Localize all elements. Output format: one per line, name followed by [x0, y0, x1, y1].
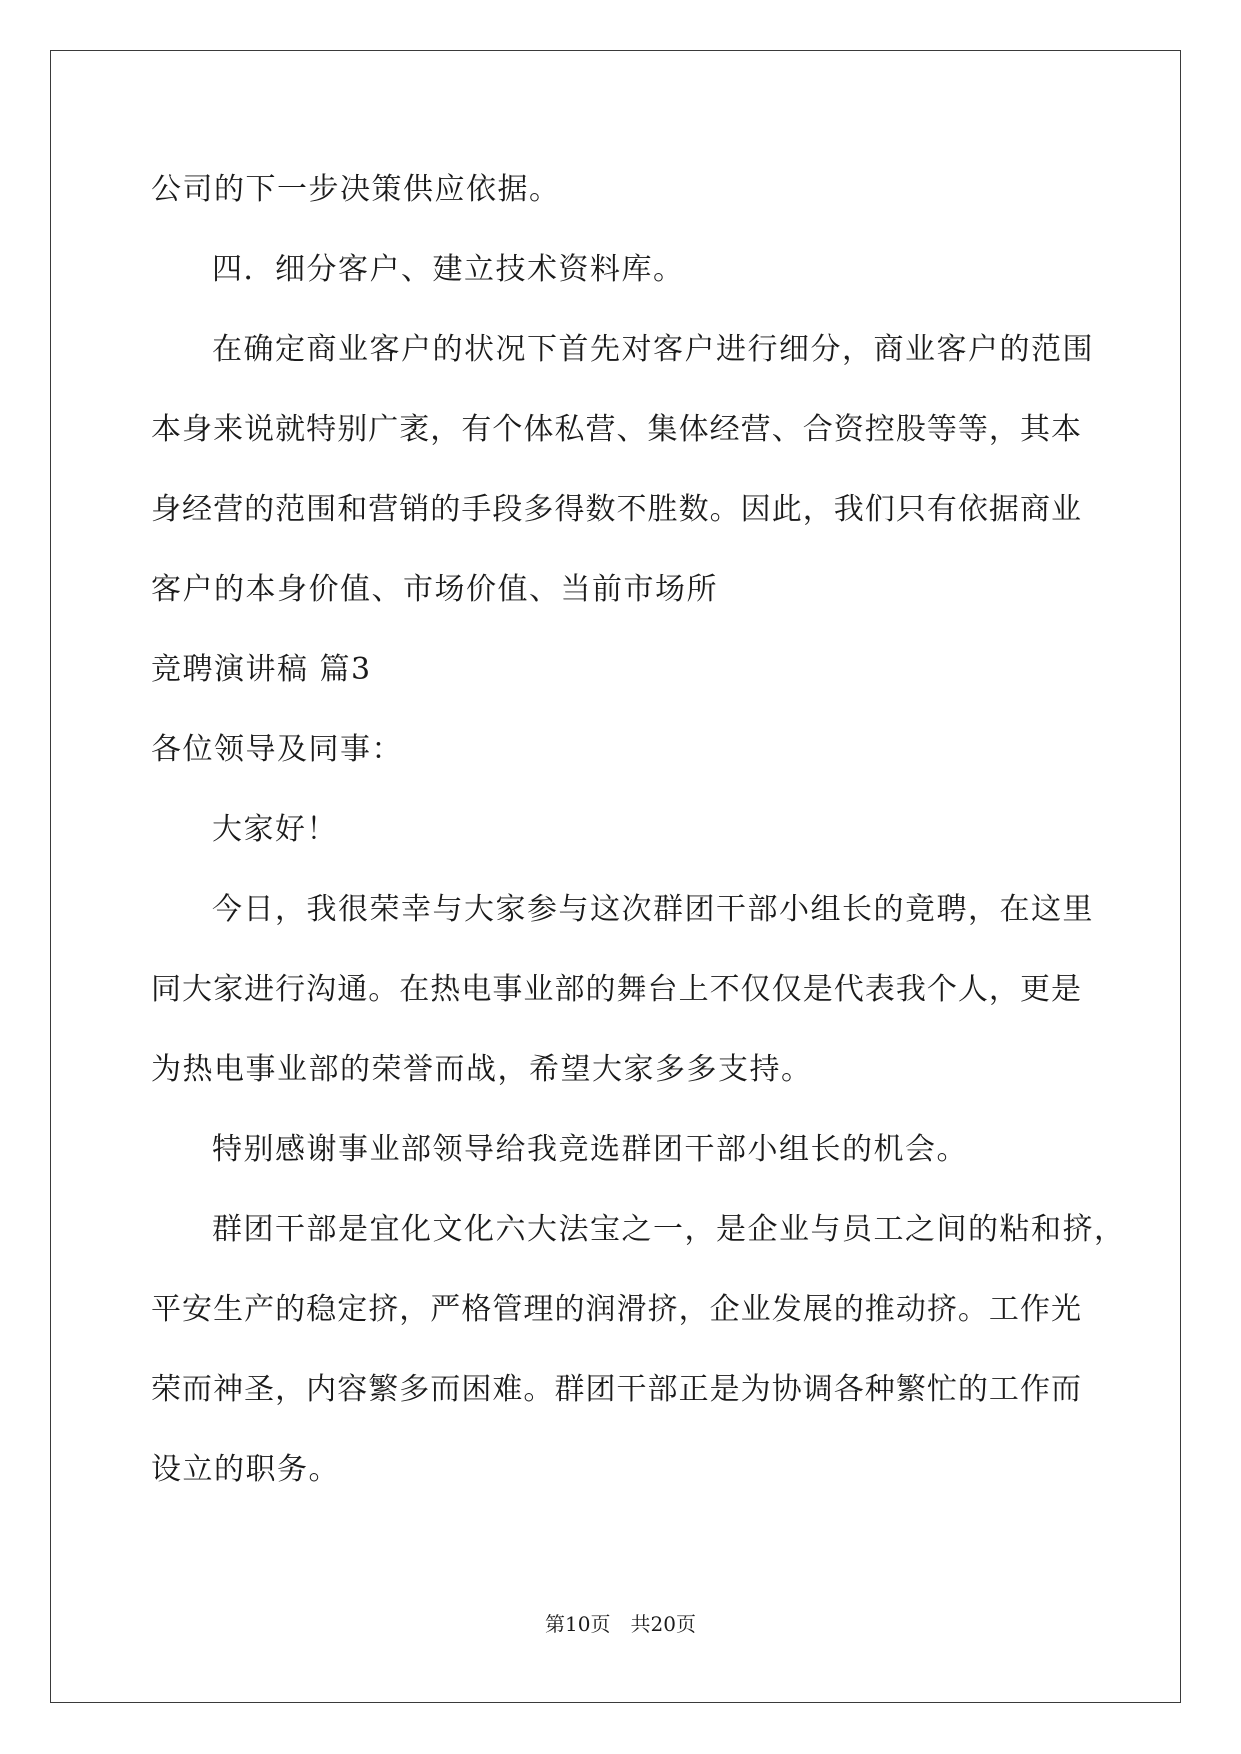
- text-line-5: 身经营的范围和营销的手段多得数不胜数。因此，我们只有依据商业: [151, 492, 1081, 527]
- text-line-11: 同大家进行沟通。在热电事业部的舞台上不仅仅是代表我个人，更是: [151, 972, 1081, 1007]
- text-line-16: 荣而神圣，内容繁多而困难。群团干部正是为协调各种繁忙的工作而: [151, 1372, 1081, 1407]
- section-heading-4: 四．细分客户、建立技术资料库。: [212, 252, 685, 287]
- salutation: 各位领导及同事：: [151, 732, 403, 767]
- greeting: 大家好！: [212, 812, 338, 847]
- page-footer: [0, 1612, 1241, 1636]
- text-line-17: 设立的职务。: [151, 1452, 340, 1487]
- text-line-4: 本身来说就特别广袤，有个体私营、集体经营、合资控股等等，其本: [151, 412, 1081, 447]
- text-line-12: 为热电事业部的荣誉而战，希望大家多多支持。: [151, 1052, 813, 1087]
- text-line-13: 特别感谢事业部领导给我竞选群团干部小组长的机会。: [212, 1132, 968, 1167]
- text-line-3: 在确定商业客户的状况下首先对客户进行细分，商业客户的范围: [212, 332, 1094, 367]
- page-total: 共20页: [630, 1612, 696, 1636]
- article-title: 竞聘演讲稿 篇3: [151, 652, 372, 687]
- page-number: 第10页: [545, 1612, 611, 1636]
- text-line-15: 平安生产的稳定挤，严格管理的润滑挤，企业发展的推动挤。工作光: [151, 1292, 1081, 1327]
- text-line-14: 群团干部是宜化文化六大法宝之一，是企业与员工之间的粘和挤，: [212, 1212, 1126, 1247]
- text-line-10: 今日，我很荣幸与大家参与这次群团干部小组长的竟聘，在这里: [212, 892, 1094, 927]
- text-line-1: 公司的下一步决策供应依据。: [151, 172, 561, 207]
- text-line-6: 客户的本身价值、市场价值、当前市场所: [151, 572, 718, 607]
